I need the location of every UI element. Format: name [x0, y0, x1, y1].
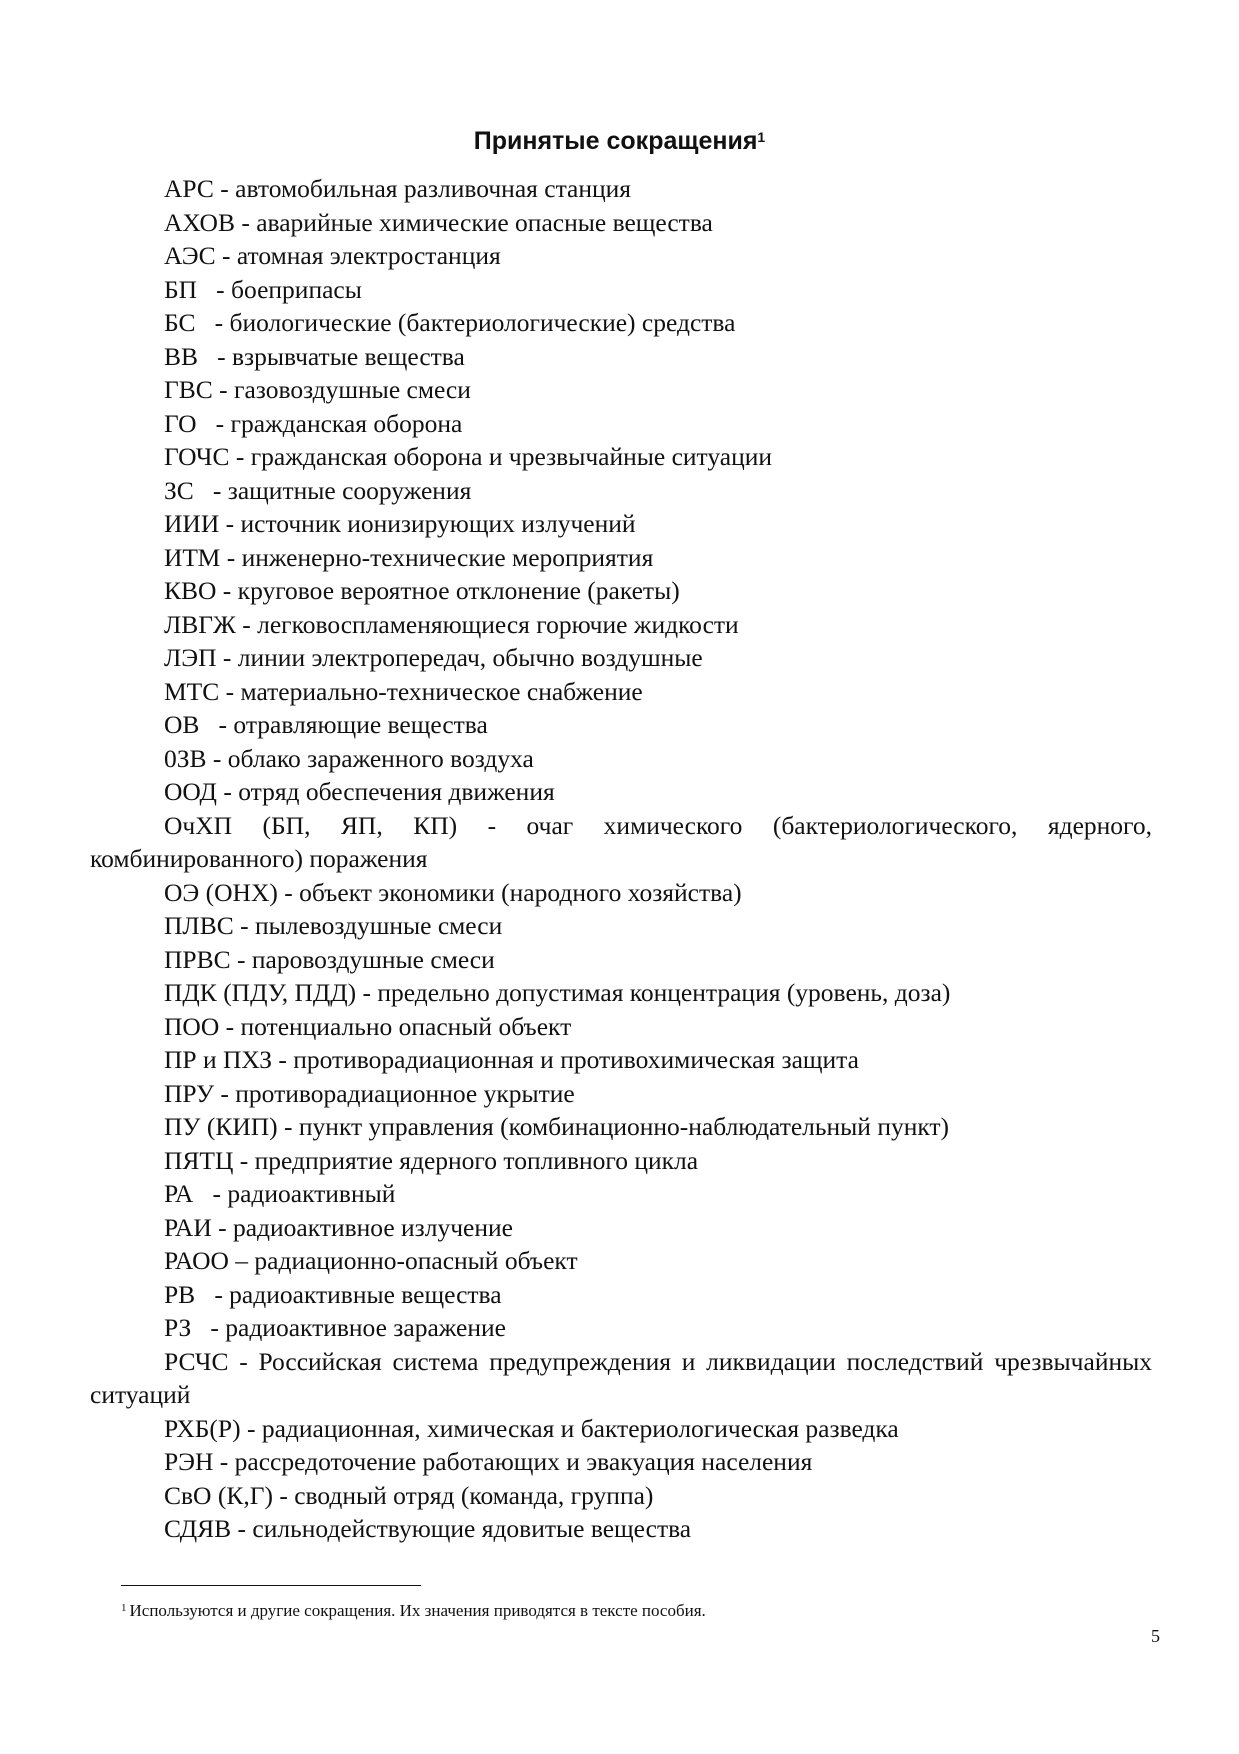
abbreviation-item: ОчХП (БП, ЯП, КП) - очаг химического (бактериологического, ядерного, комбинированного) поражения	[90, 810, 1152, 873]
footnote-text: Используются и другие сокращения. Их значения приводятся в тексте пособия.	[129, 1601, 706, 1620]
title-footnote-mark: 1	[757, 129, 766, 145]
abbreviation-item: ВВ - взрывчатые вещества	[164, 341, 465, 371]
abbreviation-item: АХОВ - аварийные химические опасные вещества	[164, 207, 713, 237]
abbreviation-item: ИИИ - источник ионизирующих излучений	[164, 509, 636, 538]
abbreviation-item: ПЛВС - пылевоздушные смеси	[164, 911, 503, 940]
abbreviation-item: МТС - материально-техническое снабжение	[164, 676, 643, 706]
abbreviation-item: РА - радиоактивный	[164, 1179, 396, 1208]
abbreviation-item: ПОО - потенциально опасный объект	[164, 1011, 572, 1041]
footnote-separator	[121, 1585, 421, 1586]
footnote-mark: 1	[121, 1602, 127, 1614]
abbreviation-item: СвО (К,Г) - сводный отряд (команда, группа)	[164, 1480, 654, 1510]
abbreviation-item: 0ЗВ - облако зараженного воздуха	[164, 743, 534, 773]
abbreviation-item: СДЯВ - сильнодействующие ядовитые вещества	[164, 1514, 692, 1543]
abbreviation-item: АЭС - атомная электростанция	[164, 241, 501, 270]
page-number: 5	[1151, 1626, 1160, 1646]
abbreviation-item: РЗ - радиоактивное заражение	[164, 1313, 506, 1342]
abbreviation-item: ОВ - отравляющие вещества	[164, 710, 488, 739]
abbreviation-item: ПРУ - противорадиационное укрытие	[164, 1078, 575, 1108]
abbreviation-item: ПДК (ПДУ, ПДД) - предельно допустимая концентрация (уровень, доза)	[164, 978, 951, 1007]
abbreviation-item: ЛЭП - линии электропередач, обычно воздушные	[164, 643, 703, 672]
abbreviation-item: ИТМ - инженерно-технические мероприятия	[164, 542, 654, 572]
abbreviation-item: РСЧС - Российская система предупреждения и ликвидации последствий чрезвычайных ситуаций	[90, 1346, 1152, 1409]
title-text: Принятые сокращения	[473, 127, 758, 155]
abbreviation-item: РЭН - рассредоточение работающих и эвакуация населения	[164, 1447, 813, 1476]
abbreviation-item: БС - биологические (бактериологические) средства	[164, 308, 736, 337]
abbreviation-item: ЗС - защитные сооружения	[164, 475, 472, 505]
abbreviation-item: РХБ(Р) - радиационная, химическая и бактериологическая разведка	[164, 1413, 899, 1443]
abbreviation-item: ГОЧС - гражданская оборона и чрезвычайные ситуации	[164, 442, 773, 471]
abbreviation-list	[90, 172, 1152, 1546]
abbreviation-item: БП - боеприпасы	[164, 274, 362, 304]
abbreviation-item: РАОО – радиационно-опасный объект	[164, 1246, 578, 1275]
abbreviation-item: АРС - автомобильная разливочная станция	[164, 174, 632, 203]
abbreviation-item: ООД - отряд обеспечения движения	[164, 777, 555, 806]
abbreviation-item: КВО - круговое вероятное отклонение (ракеты)	[164, 576, 680, 605]
abbreviation-item: ПР и ПХЗ - противорадиационная и противохимическая защита	[164, 1045, 859, 1074]
abbreviation-item: РВ - радиоактивные вещества	[164, 1279, 502, 1309]
abbreviation-item: ГВС - газовоздушные смеси	[164, 375, 471, 404]
abbreviation-item: ПРВС - паровоздушные смеси	[164, 944, 495, 974]
abbreviation-item: ОЭ (ОНХ) - объект экономики (народного хозяйства)	[164, 877, 742, 907]
abbreviation-item: ЛВГЖ - легковоспламеняющиеся горючие жидкости	[164, 609, 739, 639]
abbreviation-item: ПУ (КИП) - пункт управления (комбинационно-наблюдательный пункт)	[164, 1112, 950, 1141]
footnote	[121, 1600, 1121, 1622]
abbreviation-item: ПЯТЦ - предприятие ядерного топливного цикла	[164, 1145, 699, 1175]
abbreviation-item: ГО - гражданская оборона	[164, 408, 463, 438]
abbreviation-item: РАИ - радиоактивное излучение	[164, 1212, 513, 1242]
page-title	[0, 126, 1239, 156]
